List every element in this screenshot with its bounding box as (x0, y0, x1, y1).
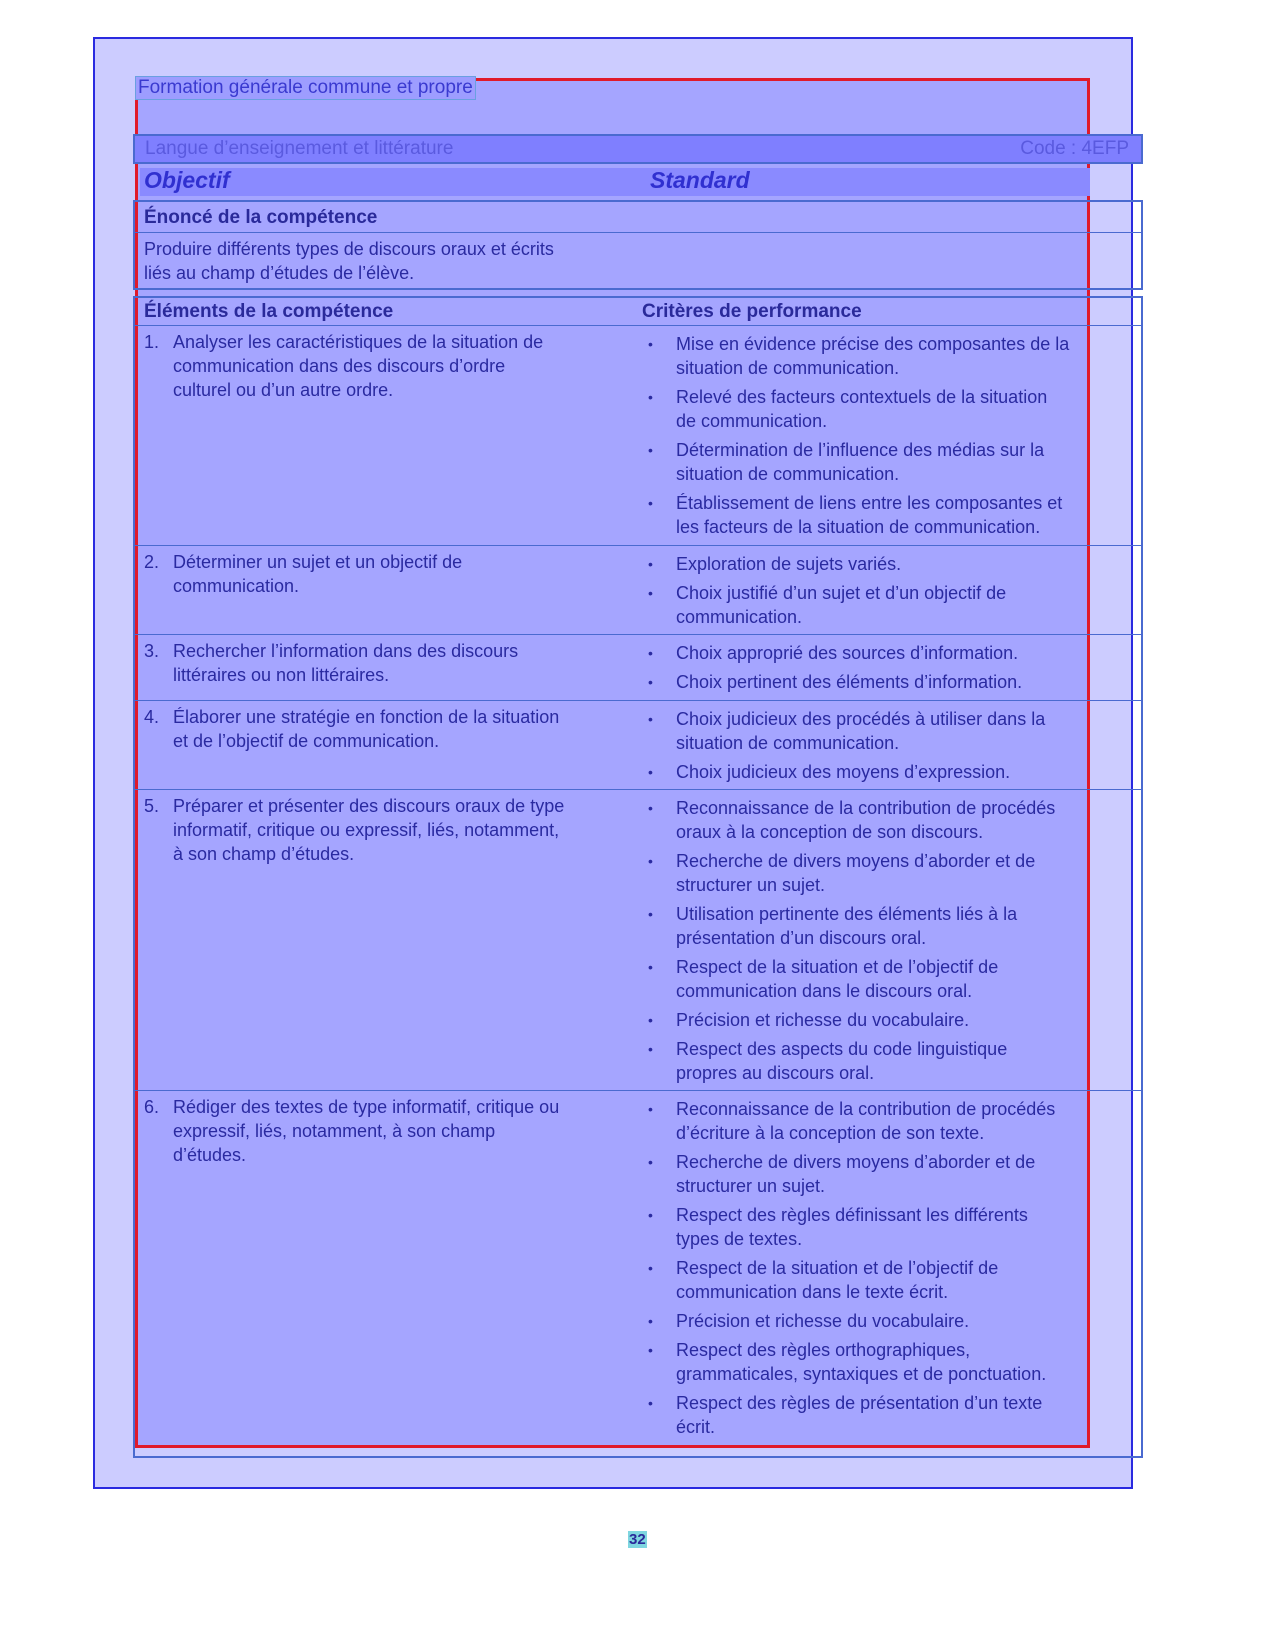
element-number: 6. (144, 1097, 160, 1117)
bullet-icon: • (648, 1207, 653, 1223)
bullet-icon: • (648, 1012, 653, 1028)
bullet-icon: • (648, 336, 653, 352)
criterion-line: Respect des règles définissant les différents (676, 1205, 1028, 1225)
row-divider (135, 545, 1141, 546)
criterion-line: Exploration de sujets variés. (676, 554, 902, 574)
criterion-line: Respect des règles de présentation d’un texte (676, 1393, 1043, 1413)
objectif-heading: Objectif (144, 167, 230, 193)
element-line: littéraires ou non littéraires. (173, 665, 390, 685)
criterion-line: Recherche de divers moyens d’aborder et de (676, 1152, 1036, 1172)
criterion-line: Reconnaissance de la contribution de procédés (676, 1099, 1056, 1119)
row-divider (135, 789, 1141, 790)
heading-band (140, 168, 1090, 196)
bullet-icon: • (648, 764, 653, 780)
enonce-text-line-1: Produire différents types de discours oraux et écrits (144, 239, 554, 259)
criterion-line: écrit. (676, 1417, 716, 1437)
criterion-line: Reconnaissance de la contribution de procédés (676, 798, 1056, 818)
bullet-icon: • (648, 442, 653, 458)
element-number: 2. (144, 552, 160, 572)
criterion-line: oraux à la conception de son discours. (676, 822, 984, 842)
bullet-icon: • (648, 556, 653, 572)
bullet-icon: • (648, 389, 653, 405)
page-number: 32 (629, 1531, 646, 1548)
bullet-icon: • (648, 1313, 653, 1329)
bullet-icon: • (648, 853, 653, 869)
criterion-line: Choix judicieux des moyens d’expression. (676, 762, 1011, 782)
element-line: culturel ou d’un autre ordre. (173, 380, 394, 400)
element-line: Préparer et présenter des discours oraux de type (173, 796, 565, 816)
element-line: Analyser les caractéristiques de la situation de (173, 332, 544, 352)
criterion-line: les facteurs de la situation de communication. (676, 517, 1041, 537)
bullet-icon: • (648, 585, 653, 601)
criterion-line: Établissement de liens entre les composantes et (676, 493, 1063, 513)
criterion-line: Choix judicieux des procédés à utiliser dans la (676, 709, 1046, 729)
bullet-icon: • (648, 1260, 653, 1276)
element-number: 3. (144, 641, 160, 661)
criterion-line: communication. (676, 607, 803, 627)
criterion-line: Recherche de divers moyens d’aborder et de (676, 851, 1036, 871)
element-line: communication dans des discours d’ordre (173, 356, 506, 376)
criterion-line: grammaticales, syntaxiques et de ponctuation. (676, 1364, 1047, 1384)
criterion-line: Respect des règles orthographiques, (676, 1340, 971, 1360)
bullet-icon: • (648, 1395, 653, 1411)
section-title: Formation générale commune et propre (135, 76, 476, 100)
standard-heading: Standard (650, 167, 750, 193)
criterion-line: situation de communication. (676, 733, 900, 753)
program-name: Langue d’enseignement et littérature (145, 138, 454, 159)
criterion-line: communication dans le texte écrit. (676, 1282, 949, 1302)
element-line: Rechercher l’information dans des discours (173, 641, 519, 661)
criterion-line: Précision et richesse du vocabulaire. (676, 1010, 970, 1030)
row-divider (135, 1090, 1141, 1091)
bullet-icon: • (648, 800, 653, 816)
element-line: communication. (173, 576, 300, 596)
criterion-line: types de textes. (676, 1229, 803, 1249)
criterion-line: propres au discours oral. (676, 1063, 875, 1083)
element-line: Élaborer une stratégie en fonction de la situation (173, 707, 560, 727)
element-line: informatif, critique ou expressif, liés, notamment, (173, 820, 560, 840)
bullet-icon: • (648, 959, 653, 975)
criterion-line: Utilisation pertinente des éléments liés à la (676, 904, 1018, 924)
element-number: 5. (144, 796, 160, 816)
criterion-line: Respect de la situation et de l’objectif de (676, 1258, 999, 1278)
program-banner (133, 134, 1143, 164)
bullet-icon: • (648, 906, 653, 922)
bullet-icon: • (648, 495, 653, 511)
criterion-line: d’écriture à la conception de son texte. (676, 1123, 985, 1143)
criterion-line: Respect des aspects du code linguistique (676, 1039, 1008, 1059)
element-line: Rédiger des textes de type informatif, critique ou (173, 1097, 560, 1117)
bullet-icon: • (648, 1101, 653, 1117)
criterion-line: situation de communication. (676, 464, 900, 484)
bullet-icon: • (648, 645, 653, 661)
program-code: Code : 4EFP (1020, 138, 1129, 159)
criterion-line: Respect de la situation et de l’objectif de (676, 957, 999, 977)
bullet-icon: • (648, 711, 653, 727)
row-divider (135, 325, 1141, 326)
row-divider (135, 700, 1141, 701)
element-line: à son champ d’études. (173, 844, 355, 864)
element-number: 4. (144, 707, 160, 727)
criterion-line: structurer un sujet. (676, 1176, 826, 1196)
divider (135, 232, 1141, 233)
element-line: et de l’objectif de communication. (173, 731, 440, 751)
criterion-line: Précision et richesse du vocabulaire. (676, 1311, 970, 1331)
criterion-line: de communication. (676, 411, 828, 431)
criterion-line: Mise en évidence précise des composantes de la (676, 334, 1070, 354)
criterion-line: présentation d’un discours oral. (676, 928, 927, 948)
enonce-label: Énoncé de la compétence (144, 207, 378, 228)
criterion-line: Choix justifié d’un sujet et d’un objectif de (676, 583, 1007, 603)
criterion-line: Relevé des facteurs contextuels de la situation (676, 387, 1048, 407)
criterion-line: Détermination de l’influence des médias sur la (676, 440, 1045, 460)
bullet-icon: • (648, 1041, 653, 1057)
criterion-line: Choix approprié des sources d’information. (676, 643, 1019, 663)
criterion-line: structurer un sujet. (676, 875, 826, 895)
bullet-icon: • (648, 1342, 653, 1358)
bullet-icon: • (648, 674, 653, 690)
criterion-line: situation de communication. (676, 358, 900, 378)
row-divider (135, 634, 1141, 635)
bullet-icon: • (648, 1154, 653, 1170)
criterion-line: communication dans le discours oral. (676, 981, 973, 1001)
element-line: d’études. (173, 1145, 247, 1165)
element-line: Déterminer un sujet et un objectif de (173, 552, 463, 572)
enonce-text-line-2: liés au champ d’études de l’élève. (144, 263, 415, 283)
criteres-header: Critères de performance (642, 301, 862, 322)
criterion-line: Choix pertinent des éléments d’information. (676, 672, 1023, 692)
element-number: 1. (144, 332, 160, 352)
element-line: expressif, liés, notamment, à son champ (173, 1121, 496, 1141)
elements-header: Éléments de la compétence (144, 301, 394, 322)
